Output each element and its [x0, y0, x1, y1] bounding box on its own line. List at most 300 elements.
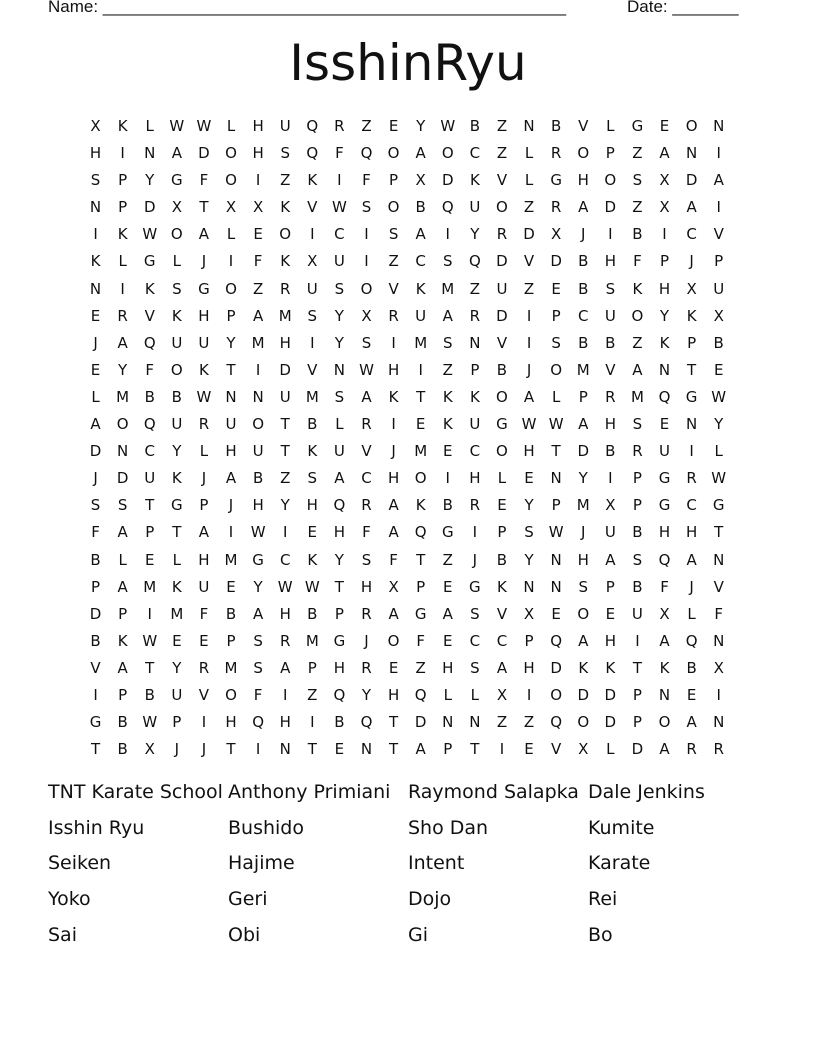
grid-letter: B — [171, 387, 182, 406]
grid-letter: J — [391, 442, 396, 461]
grid-letter: N — [658, 685, 671, 704]
grid-letter: A — [198, 523, 210, 542]
grid-letter: U — [415, 306, 427, 325]
grid-letter: M — [576, 496, 590, 515]
grid-letter: B — [117, 740, 128, 759]
grid-letter: F — [253, 685, 263, 704]
grid-letter: U — [333, 252, 345, 271]
grid-letter: O — [116, 415, 129, 434]
grid-letter: P — [118, 604, 128, 623]
grid-letter: Q — [306, 117, 319, 135]
grid-letter: I — [310, 713, 315, 732]
grid-letter: L — [606, 117, 615, 135]
grid-letter: P — [145, 523, 155, 542]
grid-letter: Z — [523, 198, 535, 217]
grid-letter: L — [118, 550, 127, 569]
grid-row — [82, 655, 732, 682]
grid-letter: S — [280, 144, 290, 163]
grid-letter: K — [497, 577, 507, 596]
grid-letter: P — [605, 144, 615, 163]
grid-letter: B — [334, 713, 345, 732]
grid-letter: Z — [252, 279, 264, 298]
grid-letter: N — [442, 713, 454, 732]
grid-letter: E — [443, 577, 453, 596]
grid-letter: S — [632, 550, 643, 569]
grid-letter: U — [279, 117, 291, 135]
grid-letter: H — [577, 550, 589, 569]
grid-letter: M — [414, 442, 428, 461]
grid-letter: A — [578, 415, 589, 434]
grid-letter: G — [414, 604, 427, 623]
grid-letter: K — [388, 387, 399, 406]
grid-letter: C — [469, 442, 481, 461]
grid-letter: Q — [441, 198, 454, 217]
word-bank-item: Bushido — [228, 816, 304, 839]
grid-letter: U — [333, 442, 345, 461]
word-bank — [48, 777, 788, 955]
grid-letter: Q — [658, 550, 671, 569]
grid-letter: E — [253, 225, 263, 244]
grid-letter: U — [144, 469, 156, 488]
word-bank-item: Isshin Ryu — [48, 816, 145, 839]
grid-letter: G — [550, 171, 562, 190]
grid-letter: S — [253, 631, 263, 650]
grid-letter: R — [334, 117, 345, 135]
grid-letter: Q — [360, 713, 373, 732]
grid-letter: D — [143, 198, 156, 217]
grid-letter: F — [362, 523, 371, 542]
grid-letter: I — [526, 333, 532, 352]
grid-letter: Q — [468, 252, 481, 271]
word-bank-item: Bo — [588, 923, 613, 946]
grid-letter: Y — [226, 333, 236, 352]
grid-letter: O — [658, 713, 671, 732]
grid-letter: D — [89, 442, 102, 461]
grid-letter: X — [605, 496, 616, 515]
grid-letter: R — [361, 496, 372, 515]
grid-letter: G — [89, 713, 102, 732]
grid-letter: D — [414, 713, 427, 732]
grid-letter: G — [252, 550, 264, 569]
grid-letter: B — [686, 658, 697, 677]
grid-letter: P — [714, 252, 724, 271]
grid-row — [82, 221, 732, 248]
grid-letter: L — [551, 387, 561, 406]
grid-letter: C — [469, 631, 481, 650]
grid-letter: N — [550, 550, 562, 569]
grid-letter: S — [90, 171, 101, 190]
grid-letter: I — [255, 360, 261, 379]
grid-letter: Z — [361, 117, 372, 135]
grid-letter: O — [577, 713, 590, 732]
grid-row — [82, 194, 732, 221]
grid-letter: I — [120, 279, 125, 298]
grid-letter: I — [526, 306, 532, 325]
grid-letter: A — [388, 496, 399, 515]
grid-letter: R — [198, 415, 210, 434]
grid-letter: I — [255, 171, 261, 190]
grid-letter: R — [361, 658, 372, 677]
word-bank-item: Dojo — [408, 888, 452, 911]
grid-row — [82, 140, 732, 167]
grid-letter: U — [198, 577, 210, 596]
grid-letter: Z — [442, 360, 453, 379]
grid-letter: H — [333, 523, 346, 542]
grid-letter: A — [713, 171, 724, 190]
grid-row — [82, 330, 732, 357]
grid-letter: O — [170, 225, 183, 244]
grid-letter: S — [117, 496, 128, 515]
grid-letter: V — [198, 685, 210, 704]
grid-letter: D — [550, 658, 562, 677]
grid-letter: U — [171, 415, 183, 434]
grid-letter: K — [144, 279, 155, 298]
grid-letter: G — [441, 523, 454, 542]
grid-letter: A — [225, 469, 237, 488]
grid-letter: H — [306, 496, 318, 515]
grid-letter: B — [632, 225, 643, 244]
grid-letter: A — [686, 550, 697, 569]
grid-letter: U — [604, 306, 616, 325]
grid-letter: M — [224, 658, 238, 677]
grid-letter: P — [226, 306, 236, 325]
grid-letter: G — [658, 496, 671, 515]
grid-letter: N — [713, 550, 725, 569]
grid-letter: H — [252, 117, 264, 135]
grid-letter: L — [145, 117, 154, 135]
grid-letter: P — [416, 577, 426, 596]
grid-letter: Z — [388, 252, 399, 271]
grid-letter: A — [252, 604, 264, 623]
grid-letter: Y — [578, 469, 588, 488]
grid-letter: S — [334, 387, 345, 406]
grid-letter: E — [415, 415, 426, 434]
grid-letter: E — [388, 658, 399, 677]
grid-letter: T — [470, 740, 480, 759]
grid-letter: F — [416, 631, 425, 650]
grid-letter: V — [496, 333, 508, 352]
grid-letter: A — [252, 306, 264, 325]
grid-row — [82, 682, 732, 709]
grid-letter: J — [472, 550, 478, 569]
grid-letter: P — [632, 713, 642, 732]
grid-letter: P — [307, 658, 317, 677]
grid-letter: A — [659, 631, 670, 650]
grid-letter: K — [415, 496, 426, 515]
grid-letter: V — [388, 279, 399, 298]
grid-letter: X — [659, 171, 670, 190]
word-bank-item: Raymond Salapka — [408, 781, 579, 803]
letter-grid — [82, 113, 732, 763]
grid-letter: B — [307, 415, 318, 434]
grid-letter: C — [469, 144, 481, 163]
grid-letter: S — [443, 333, 453, 352]
grid-letter: K — [605, 658, 616, 677]
grid-letter: E — [659, 117, 670, 135]
grid-letter: L — [470, 685, 480, 704]
grid-letter: J — [201, 252, 207, 271]
grid-row — [82, 411, 732, 438]
grid-letter: J — [526, 360, 532, 379]
grid-letter: T — [199, 198, 209, 217]
grid-letter: H — [89, 144, 102, 163]
word-bank-item: Sho Dan — [408, 816, 489, 839]
grid-letter: L — [714, 442, 723, 461]
grid-letter: J — [581, 523, 586, 542]
grid-letter: T — [145, 496, 155, 515]
grid-letter: B — [90, 550, 101, 569]
grid-letter: G — [658, 469, 671, 488]
grid-letter: J — [201, 740, 207, 759]
grid-row — [82, 384, 732, 411]
grid-letter: I — [689, 442, 694, 461]
grid-letter: Z — [469, 279, 480, 298]
grid-letter: Y — [524, 550, 534, 569]
grid-letter: V — [90, 658, 101, 677]
grid-letter: W — [250, 523, 266, 542]
grid-letter: T — [687, 360, 697, 379]
grid-letter: X — [144, 740, 155, 759]
grid-letter: A — [523, 387, 535, 406]
grid-letter: R — [361, 604, 372, 623]
grid-letter: M — [251, 333, 265, 352]
grid-letter: P — [524, 631, 534, 650]
grid-letter: A — [361, 387, 372, 406]
grid-letter: J — [364, 631, 369, 650]
grid-letter: L — [687, 604, 696, 623]
grid-letter: P — [497, 523, 507, 542]
grid-letter: E — [713, 360, 724, 379]
grid-letter: B — [496, 360, 508, 379]
grid-letter: B — [442, 496, 453, 515]
grid-letter: A — [117, 658, 128, 677]
grid-letter: T — [280, 415, 290, 434]
grid-letter: Q — [143, 415, 156, 434]
grid-letter: V — [713, 225, 724, 244]
grid-letter: W — [711, 469, 727, 488]
grid-letter: X — [578, 740, 589, 759]
grid-letter: F — [714, 604, 724, 623]
grid-letter: H — [387, 360, 400, 379]
grid-letter: A — [578, 631, 589, 650]
grid-letter: X — [659, 198, 670, 217]
grid-letter: K — [686, 306, 697, 325]
worksheet-header — [48, 0, 748, 19]
grid-letter: T — [226, 360, 236, 379]
grid-letter: B — [578, 279, 589, 298]
grid-letter: E — [144, 550, 155, 569]
grid-letter: X — [551, 225, 562, 244]
grid-letter: P — [578, 387, 588, 406]
grid-letter: K — [415, 279, 426, 298]
grid-row — [82, 709, 732, 736]
grid-letter: E — [199, 631, 209, 650]
grid-letter: C — [279, 550, 291, 569]
grid-letter: A — [686, 198, 697, 217]
grid-row — [82, 547, 732, 574]
grid-letter: A — [659, 144, 670, 163]
grid-letter: H — [523, 442, 535, 461]
grid-letter: S — [443, 252, 453, 271]
word-bank-item: Seiken — [48, 852, 112, 875]
grid-letter: M — [441, 279, 455, 298]
grid-letter: L — [226, 225, 236, 244]
grid-letter: I — [93, 685, 98, 704]
grid-letter: D — [577, 442, 590, 461]
grid-letter: E — [226, 577, 236, 596]
grid-row — [82, 574, 732, 601]
grid-letter: H — [442, 658, 454, 677]
grid-letter: L — [199, 442, 209, 461]
grid-letter: L — [335, 415, 344, 434]
grid-letter: N — [550, 469, 562, 488]
grid-letter: O — [577, 604, 590, 623]
grid-letter: A — [388, 523, 399, 542]
grid-letter: B — [578, 252, 589, 271]
grid-letter: E — [605, 604, 616, 623]
grid-letter: Y — [334, 333, 344, 352]
grid-letter: Y — [524, 496, 534, 515]
grid-letter: N — [713, 631, 725, 650]
grid-letter: K — [632, 279, 643, 298]
grid-letter: I — [662, 225, 667, 244]
grid-letter: I — [608, 469, 613, 488]
grid-letter: B — [144, 387, 155, 406]
grid-letter: Z — [632, 198, 643, 217]
grid-letter: I — [364, 225, 369, 244]
grid-letter: S — [361, 198, 372, 217]
grid-letter: B — [415, 198, 426, 217]
grid-row — [82, 465, 732, 492]
grid-letter: O — [387, 631, 400, 650]
grid-letter: Y — [334, 306, 344, 325]
grid-letter: Z — [415, 658, 426, 677]
grid-letter: G — [469, 577, 481, 596]
grid-letter: A — [632, 360, 643, 379]
grid-letter: H — [252, 144, 264, 163]
grid-row — [82, 167, 732, 194]
grid-letter: Z — [632, 144, 643, 163]
grid-letter: L — [497, 469, 507, 488]
grid-letter: W — [304, 577, 320, 596]
grid-letter: Q — [550, 631, 563, 650]
grid-letter: C — [686, 496, 697, 515]
grid-letter: W — [521, 415, 537, 434]
grid-letter: R — [279, 279, 291, 298]
grid-letter: P — [605, 577, 615, 596]
grid-letter: W — [142, 713, 158, 732]
grid-letter: A — [415, 740, 426, 759]
grid-letter: A — [442, 604, 453, 623]
grid-letter: L — [91, 387, 100, 406]
grid-letter: H — [333, 658, 346, 677]
grid-letter: Z — [523, 279, 535, 298]
grid-letter: E — [334, 740, 345, 759]
grid-letter: M — [576, 360, 590, 379]
grid-letter: E — [551, 279, 561, 298]
grid-letter: O — [604, 171, 617, 190]
grid-row — [82, 303, 732, 330]
grid-letter: D — [577, 685, 590, 704]
grid-letter: N — [523, 577, 535, 596]
grid-letter: V — [496, 604, 508, 623]
grid-letter: Q — [414, 685, 427, 704]
grid-letter: E — [497, 496, 507, 515]
grid-letter: J — [581, 225, 586, 244]
grid-letter: J — [228, 496, 234, 515]
grid-letter: P — [91, 577, 101, 596]
grid-letter: R — [388, 306, 399, 325]
grid-letter: G — [712, 496, 725, 515]
grid-letter: D — [550, 252, 562, 271]
grid-letter: A — [117, 577, 128, 596]
grid-letter: L — [118, 252, 127, 271]
grid-letter: S — [551, 333, 561, 352]
grid-letter: V — [307, 360, 318, 379]
word-bank-item: Kumite — [588, 816, 655, 839]
grid-letter: A — [198, 225, 210, 244]
grid-letter: R — [713, 740, 724, 759]
grid-letter: C — [577, 306, 589, 325]
grid-letter: F — [633, 252, 642, 271]
grid-letter: W — [277, 577, 293, 596]
grid-letter: Y — [172, 658, 182, 677]
grid-letter: J — [201, 469, 207, 488]
grid-letter: P — [659, 252, 670, 271]
grid-letter: S — [90, 496, 101, 515]
grid-letter: C — [496, 631, 508, 650]
grid-letter: U — [306, 279, 318, 298]
grid-letter: E — [172, 631, 182, 650]
grid-letter: M — [143, 577, 157, 596]
grid-letter: O — [279, 225, 292, 244]
grid-letter: O — [360, 279, 373, 298]
grid-letter: U — [631, 604, 643, 623]
grid-letter: V — [713, 577, 724, 596]
grid-letter: I — [282, 523, 288, 542]
grid-letter: P — [199, 496, 209, 515]
grid-letter: U — [252, 442, 264, 461]
grid-letter: H — [685, 523, 698, 542]
grid-letter: Q — [333, 496, 346, 515]
grid-letter: P — [334, 604, 344, 623]
grid-letter: W — [196, 117, 212, 135]
grid-letter: A — [117, 523, 128, 542]
grid-letter: I — [445, 469, 450, 488]
grid-letter: A — [171, 144, 182, 163]
grid-letter: A — [442, 306, 453, 325]
grid-letter: O — [685, 117, 698, 135]
grid-letter: Z — [280, 171, 291, 190]
grid-letter: H — [252, 496, 264, 515]
grid-letter: F — [91, 523, 100, 542]
grid-letter: H — [469, 469, 481, 488]
grid-letter: S — [578, 577, 588, 596]
grid-letter: S — [307, 306, 318, 325]
grid-letter: A — [605, 550, 616, 569]
grid-letter: Y — [118, 360, 128, 379]
grid-letter: D — [685, 171, 698, 190]
grid-letter: I — [716, 198, 721, 217]
grid-letter: B — [117, 713, 128, 732]
grid-letter: R — [117, 306, 128, 325]
grid-letter: U — [659, 442, 670, 461]
grid-letter: F — [253, 252, 263, 271]
grid-letter: A — [578, 198, 589, 217]
grid-letter: I — [445, 225, 450, 244]
grid-letter: F — [362, 171, 371, 190]
grid-letter: O — [414, 469, 427, 488]
